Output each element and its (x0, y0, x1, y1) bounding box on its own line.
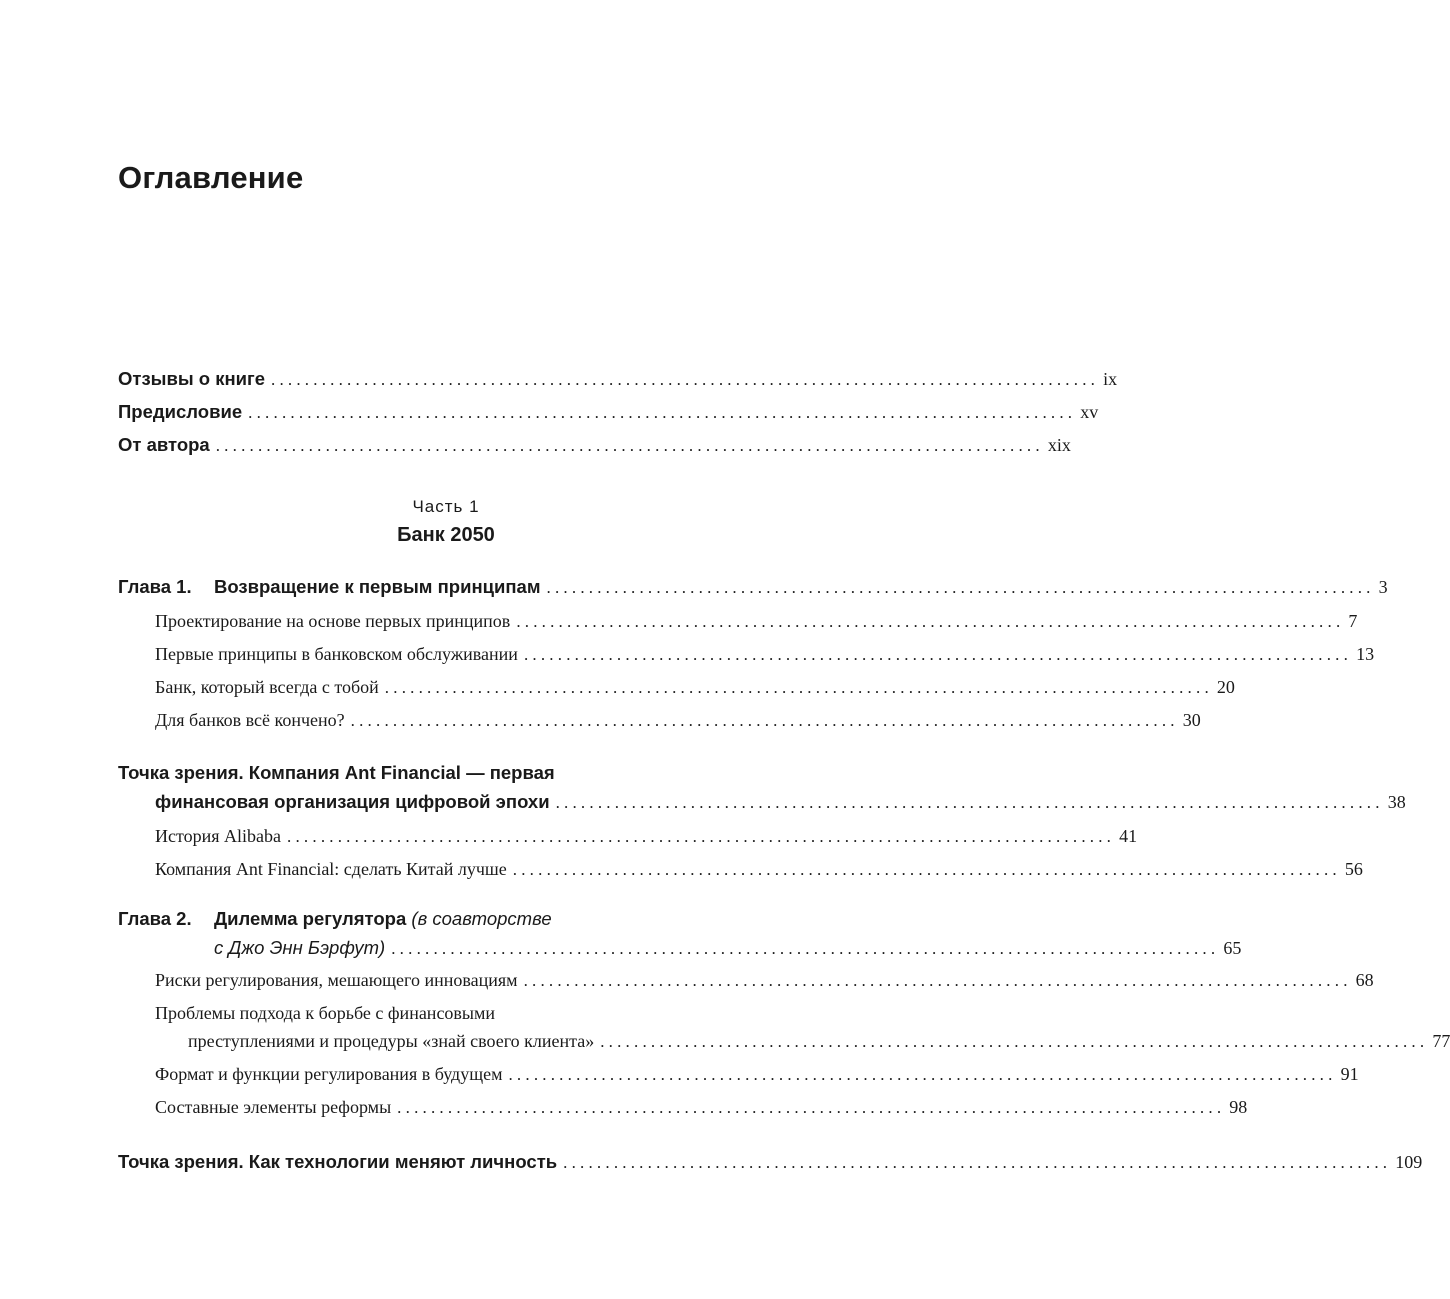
dot-leader: .................................................................................................. (512, 860, 1341, 879)
toc-section[interactable] (155, 611, 1358, 641)
toc-entry-reviews[interactable] (118, 368, 1118, 398)
toc-page-number: 30 (1182, 710, 1201, 730)
toc-section[interactable] (155, 677, 1235, 707)
toc-entry-preface[interactable] (118, 401, 1099, 431)
dot-leader: .................................................................................................. (508, 1065, 1337, 1084)
toc-section[interactable] (155, 710, 1201, 740)
toc-page-number: 98 (1229, 1097, 1248, 1117)
part-title: Банк 2050 (397, 524, 495, 546)
toc-section[interactable] (155, 826, 1138, 856)
toc-page-number: xv (1080, 402, 1099, 422)
toc-page-number: 68 (1355, 970, 1374, 990)
page-title: Оглавление (118, 160, 304, 195)
chapter-number: Глава 1. (118, 576, 192, 597)
dot-leader: .................................................................................................. (287, 827, 1116, 846)
toc-section-label: Риски регулирования, мешающего инновациям (155, 970, 518, 990)
toc-page-number: 7 (1348, 611, 1358, 631)
toc-section[interactable] (155, 970, 1374, 1000)
toc-section-label: Составные элементы реформы (155, 1097, 392, 1117)
toc-section-label: преступлениями и процедуры «знай своего клиента» (188, 1031, 595, 1051)
toc-section[interactable] (155, 644, 1375, 674)
dot-leader: .................................................................................................. (563, 1153, 1392, 1172)
chapter-title: Дилемма регулятора (214, 908, 407, 929)
toc-page-number: 20 (1216, 677, 1235, 697)
toc-viewpoint-2[interactable] (118, 1151, 1423, 1181)
toc-page-number: 77 (1432, 1031, 1450, 1051)
dot-leader: .................................................................................................. (523, 971, 1352, 990)
toc-section[interactable] (155, 1064, 1359, 1094)
toc-viewpoint-line1[interactable]: Точка зрения. Компания Ant Financial — первая (118, 762, 555, 783)
toc-page-number: 65 (1223, 938, 1242, 958)
dot-leader: .................................................................................................. (516, 612, 1345, 631)
toc-section-label: Первые принципы в банковском обслуживании (155, 644, 518, 664)
toc-section-label: История Alibaba (155, 826, 282, 846)
dot-leader: .................................................................................................. (523, 645, 1353, 664)
coauthor-note: (в соавторстве (411, 908, 552, 929)
dot-leader: .................................................................................................. (397, 1098, 1226, 1117)
coauthor-note: с Джо Энн Бэрфут) (214, 937, 386, 958)
toc-page-number: 109 (1395, 1152, 1423, 1172)
toc-chapter-1[interactable] (118, 576, 1388, 606)
toc-section-label: Проектирование на основе первых принципов (155, 611, 511, 631)
dot-leader: .................................................................................................. (555, 793, 1384, 812)
dot-leader: .................................................................................................. (600, 1032, 1429, 1051)
toc-chapter-label (118, 576, 541, 598)
toc-page-number: 56 (1344, 859, 1363, 879)
toc-entry-label: От автора (118, 434, 210, 455)
dot-leader: .................................................................................................. (391, 939, 1220, 958)
toc-page-number: 41 (1119, 826, 1138, 846)
toc-section-label: Банк, который всегда с тобой (155, 677, 379, 697)
toc-section[interactable] (155, 1097, 1248, 1127)
toc-entry-label: Отзывы о книге (118, 368, 265, 389)
toc-page-number: xix (1047, 435, 1071, 455)
toc-entry-author[interactable] (118, 434, 1071, 464)
chapter-title: Возвращение к первым принципам (214, 576, 541, 597)
dot-leader: .................................................................................................. (271, 370, 1100, 389)
toc-section[interactable] (188, 1031, 1450, 1061)
toc-section-line1[interactable]: Проблемы подхода к борьбе с финансовыми (155, 1003, 496, 1023)
toc-chapter-2-line1[interactable] (118, 908, 552, 930)
toc-entry-label: Предисловие (118, 401, 243, 422)
dot-leader: .................................................................................................. (215, 436, 1044, 455)
toc-viewpoint-label: финансовая организация цифровой эпохи (155, 791, 550, 812)
toc-section[interactable] (155, 859, 1363, 889)
toc-section-label: Формат и функции регулирования в будущем (155, 1064, 503, 1084)
toc-page-number: 91 (1340, 1064, 1359, 1084)
dot-leader: .................................................................................................. (248, 403, 1077, 422)
toc-page-number: 13 (1356, 644, 1375, 664)
dot-leader: .................................................................................................. (350, 711, 1179, 730)
part-label: Часть 1 (412, 497, 480, 516)
toc-section-label: Для банков всё кончено? (155, 710, 345, 730)
toc-section-label: Компания Ant Financial: сделать Китай лучше (155, 859, 507, 879)
toc-page-number: 3 (1378, 577, 1388, 597)
toc-page-number: ix (1103, 369, 1118, 389)
toc-page-number: 38 (1387, 792, 1406, 812)
toc-viewpoint-label: Точка зрения. Как технологии меняют личность (118, 1151, 558, 1172)
chapter-number: Глава 2. (118, 908, 192, 929)
dot-leader: .................................................................................................. (546, 578, 1375, 597)
dot-leader: .................................................................................................. (384, 678, 1213, 697)
toc-chapter-2[interactable] (214, 937, 1242, 967)
toc-viewpoint-1[interactable] (155, 791, 1406, 821)
